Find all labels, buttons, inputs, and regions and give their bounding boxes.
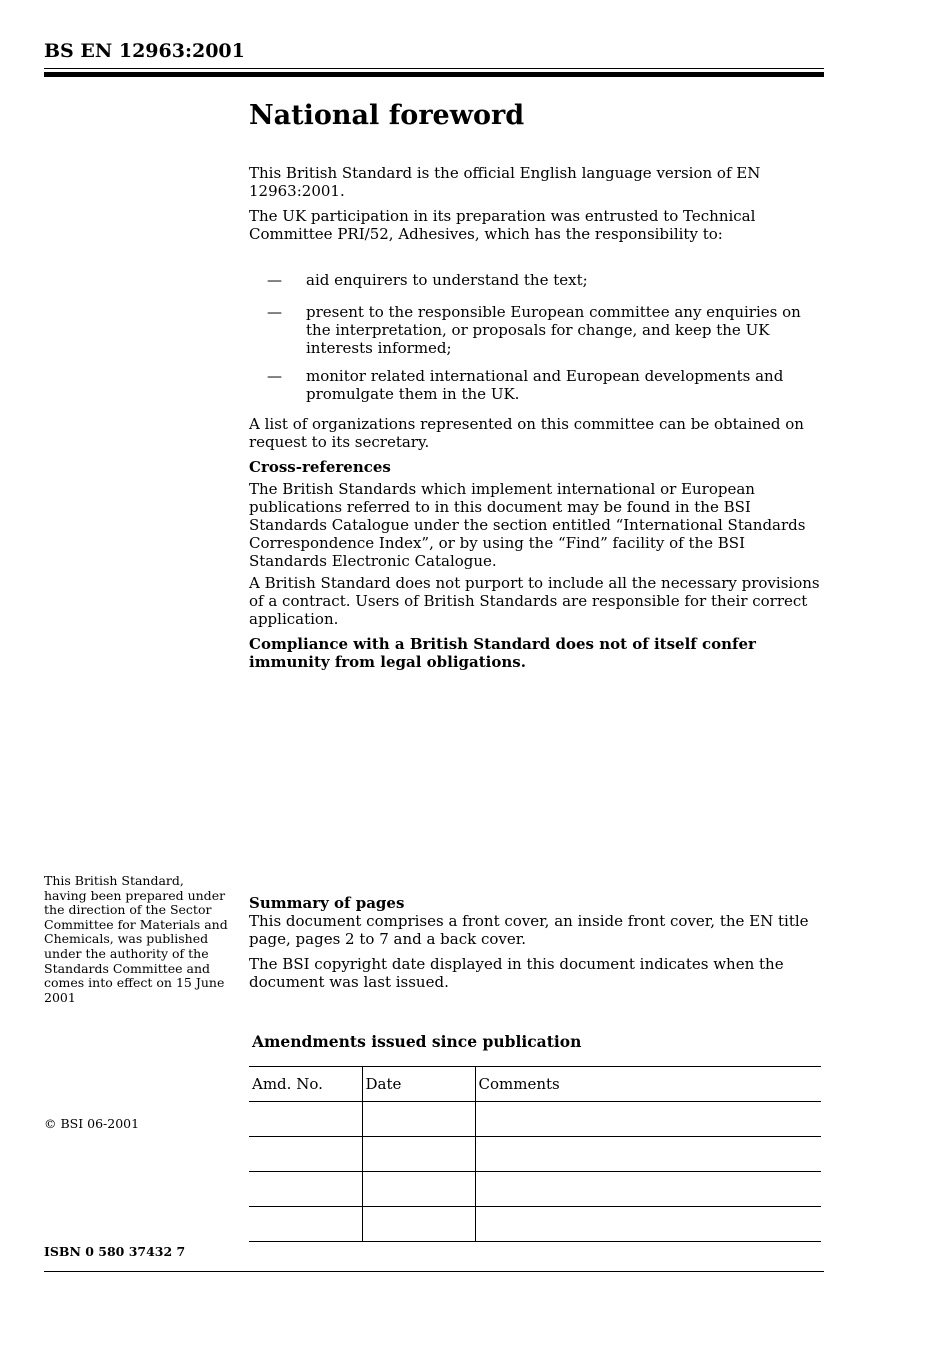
- page-title: National foreword: [249, 100, 525, 131]
- cross-references-section: [249, 415, 824, 678]
- intro-paragraph-1: This British Standard is the official English language version of EN 12963:2001.: [249, 164, 761, 200]
- table-row: [249, 1102, 821, 1137]
- cross-references-paragraph-1: The British Standards which implement international or European publications referred to in this document may be found in the BSI Standards Catalogue under the section entitled “International Standards Correspondence Index”, or by using the “Find” facility of the BSI Standards Electronic Catalogue.: [249, 480, 806, 570]
- table-cell: [362, 1102, 475, 1137]
- table-row: [249, 1207, 821, 1242]
- footer-rule: [44, 1271, 824, 1272]
- summary-paragraph-1: This document comprises a front cover, an inside front cover, the EN title page, pages 2 to 7 and a back cover.: [249, 912, 809, 948]
- list-item: [249, 367, 824, 403]
- table-cell: [362, 1172, 475, 1207]
- dash-marker: —: [267, 271, 282, 289]
- list-item: [249, 271, 824, 289]
- cross-references-heading: Cross-references: [249, 458, 391, 476]
- table-cell: [249, 1102, 362, 1137]
- dash-marker: —: [267, 367, 282, 385]
- list-item-text: present to the responsible European committee any enquiries on the interpretation, or proposals for change, and keep the UK interests informed;: [306, 303, 801, 357]
- summary-section: [249, 894, 824, 998]
- list-item: [249, 303, 824, 357]
- column-header-amd-no: Amd. No.: [249, 1067, 362, 1102]
- column-header-comments: Comments: [475, 1067, 821, 1102]
- isbn-number: ISBN 0 580 37432 7: [44, 1244, 186, 1259]
- copyright-notice: © BSI 06-2001: [44, 1116, 140, 1131]
- table-cell: [249, 1207, 362, 1242]
- sidebar-prepared-note: This British Standard, having been prepared under the direction of the Sector Committee for Materials and Chemicals, was published under the authority of the Standards Committee and comes into effect on 15 June 2001: [44, 873, 228, 1005]
- table-row: [249, 1172, 821, 1207]
- summary-paragraph-2: The BSI copyright date displayed in this document indicates when the document was last issued.: [249, 955, 784, 991]
- table-cell: [362, 1207, 475, 1242]
- table-row: [249, 1137, 821, 1172]
- committee-list-paragraph: A list of organizations represented on this committee can be obtained on request to its secretary.: [249, 415, 804, 451]
- table-cell: [475, 1207, 821, 1242]
- table-cell: [249, 1172, 362, 1207]
- summary-heading: Summary of pages: [249, 894, 405, 912]
- document-id: BS EN 12963:2001: [44, 40, 245, 62]
- dash-marker: —: [267, 303, 282, 321]
- table-header-row: [249, 1067, 821, 1102]
- intro-section: [249, 164, 824, 250]
- table-cell: [475, 1102, 821, 1137]
- cross-references-paragraph-2: A British Standard does not purport to include all the necessary provisions of a contract. Users of British Standards are responsible for their correct application.: [249, 574, 820, 628]
- list-item-text: monitor related international and European developments and promulgate them in the UK.: [306, 367, 784, 403]
- column-header-date: Date: [362, 1067, 475, 1102]
- table-cell: [362, 1137, 475, 1172]
- table-cell: [475, 1137, 821, 1172]
- list-item-text: aid enquirers to understand the text;: [306, 271, 588, 289]
- amendments-table: [249, 1066, 821, 1242]
- table-cell: [249, 1137, 362, 1172]
- header-rule-thick: [44, 72, 824, 77]
- responsibility-list: [249, 271, 824, 413]
- table-cell: [475, 1172, 821, 1207]
- amendments-heading: Amendments issued since publication: [252, 1032, 582, 1051]
- intro-paragraph-2: The UK participation in its preparation was entrusted to Technical Committee PRI/52, Adhesives, which has the responsibility to:: [249, 207, 756, 243]
- compliance-statement: Compliance with a British Standard does not of itself confer immunity from legal obligations.: [249, 635, 756, 671]
- header-rule-thin: [44, 68, 824, 69]
